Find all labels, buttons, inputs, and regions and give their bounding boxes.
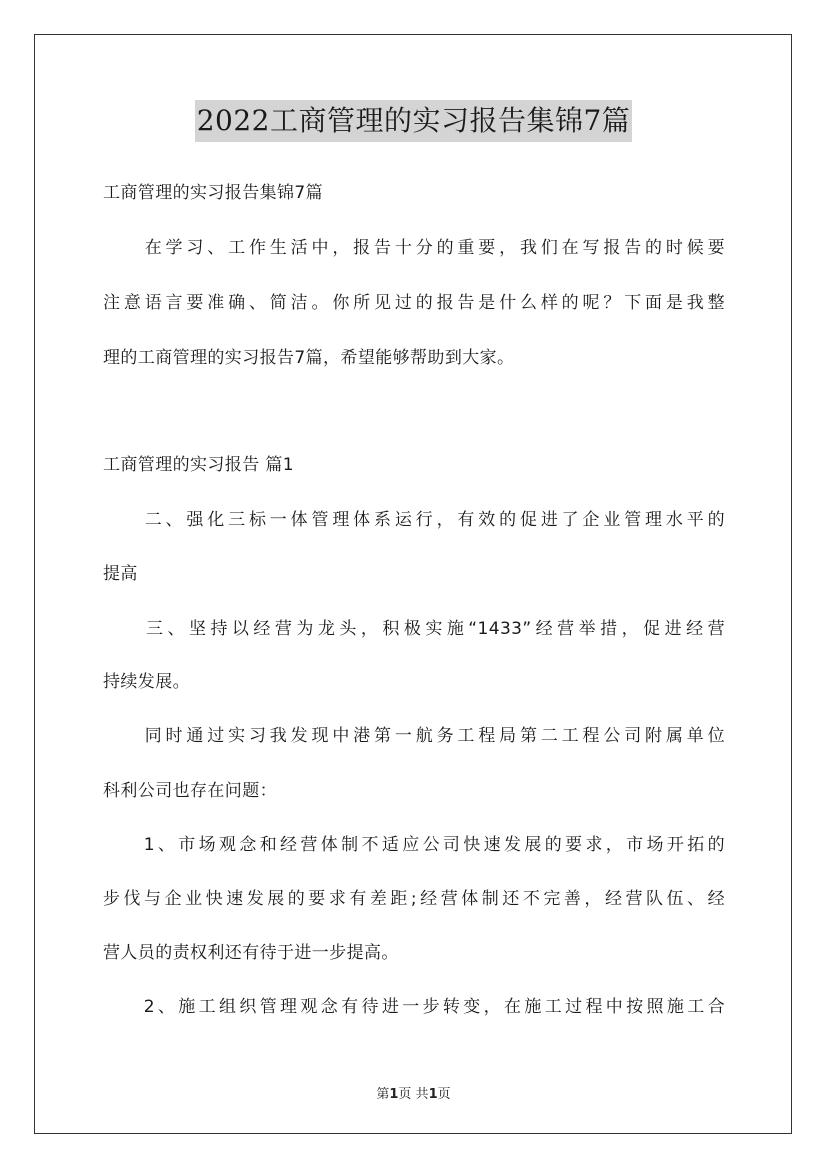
footer-page-prefix: 第 bbox=[376, 1087, 390, 1102]
paragraph-line: 提高 bbox=[103, 564, 138, 584]
footer-total-pages: 1 bbox=[428, 1087, 438, 1102]
subtitle-line: 工商管理的实习报告集锦7篇 bbox=[103, 183, 324, 203]
paragraph-line: 理的工商管理的实习报告7篇，希望能够帮助到大家。 bbox=[103, 348, 515, 368]
paragraph-line: 同时通过实习我发现中港第一航务工程局第二工程公司附属单位 bbox=[103, 726, 725, 746]
paragraph-line: 持续发展。 bbox=[103, 672, 190, 692]
paragraph-line: 2、施工组织管理观念有待进一步转变，在施工过程中按照施工合 bbox=[103, 997, 725, 1017]
paragraph-line: 营人员的责权利还有待于进一步提高。 bbox=[103, 943, 399, 963]
page-footer bbox=[0, 1083, 827, 1102]
paragraph-line: 二、强化三标一体管理体系运行，有效的促进了企业管理水平的 bbox=[103, 510, 725, 530]
paragraph-line: 注意语言要准确、简洁。你所见过的报告是什么样的呢？下面是我整 bbox=[103, 293, 725, 313]
footer-total-suffix: 页 bbox=[437, 1087, 451, 1102]
footer-page-suffix: 页 共 bbox=[398, 1087, 429, 1102]
paragraph-line: 步伐与企业快速发展的要求有差距;经营体制还不完善，经营队伍、经 bbox=[103, 889, 725, 909]
paragraph-line: 1、市场观念和经营体制不适应公司快速发展的要求，市场开拓的 bbox=[103, 835, 725, 855]
title-wrap bbox=[0, 100, 827, 142]
document-title: 2022工商管理的实习报告集锦7篇 bbox=[195, 100, 633, 142]
section-heading: 工商管理的实习报告 篇1 bbox=[103, 455, 295, 475]
paragraph-line: 科利公司也存在问题： bbox=[103, 781, 277, 801]
paragraph-line: 在学习、工作生活中，报告十分的重要，我们在写报告的时候要 bbox=[103, 238, 725, 258]
paragraph-line: 三、坚持以经营为龙头，积极实施“1433”经营举措，促进经营 bbox=[103, 619, 725, 639]
footer-page-number: 1 bbox=[389, 1087, 399, 1102]
